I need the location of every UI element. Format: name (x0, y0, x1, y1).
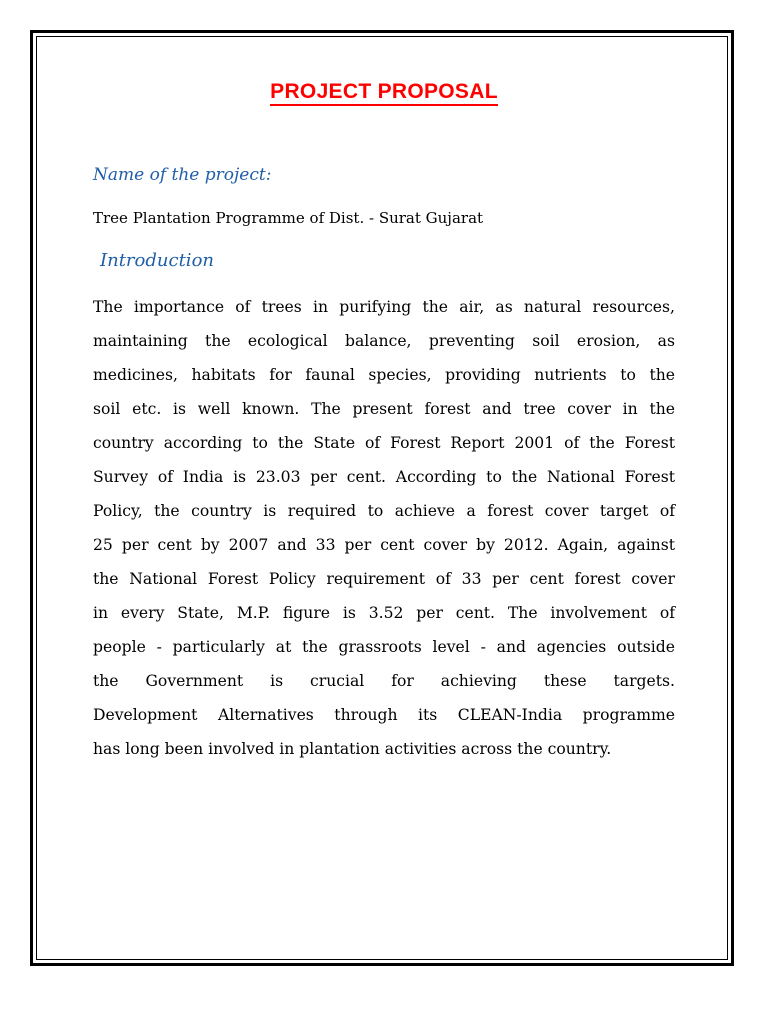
introduction-paragraph (93, 290, 675, 766)
paragraph-line: the National Forest Policy requirement of 33 per cent forest cover (93, 570, 675, 588)
paragraph-line: people - particularly at the grassroots level - and agencies outside (93, 638, 675, 656)
paragraph-line: soil etc. is well known. The present forest and tree cover in the (93, 400, 675, 418)
paragraph-line: in every State, M.P. figure is 3.52 per cent. The involvement of (93, 604, 675, 622)
paragraph-line: Survey of India is 23.03 per cent. According to the National Forest (93, 468, 675, 486)
paragraph-line: 25 per cent by 2007 and 33 per cent cover by 2012. Again, against (93, 536, 675, 554)
paragraph-line: The importance of trees in purifying the air, as natural resources, (93, 298, 675, 316)
document-title-text: PROJECT PROPOSAL (270, 80, 498, 106)
paragraph-line: Development Alternatives through its CLEAN-India programme (93, 706, 675, 724)
project-name-text: Tree Plantation Programme of Dist. - Surat Gujarat (93, 209, 484, 227)
paragraph-line: has long been involved in plantation activities across the country. (93, 740, 612, 758)
document-title (0, 80, 768, 104)
paragraph-line: maintaining the ecological balance, preventing soil erosion, as (93, 332, 675, 350)
paragraph-line: the Government is crucial for achieving these targets. (93, 672, 675, 690)
paragraph-line: medicines, habitats for faunal species, providing nutrients to the (93, 366, 675, 384)
paragraph-line: country according to the State of Forest Report 2001 of the Forest (93, 434, 675, 452)
project-name-heading: Name of the project: (93, 165, 272, 185)
introduction-heading: Introduction (100, 250, 214, 271)
paragraph-line: Policy, the country is required to achieve a forest cover target of (93, 502, 675, 520)
